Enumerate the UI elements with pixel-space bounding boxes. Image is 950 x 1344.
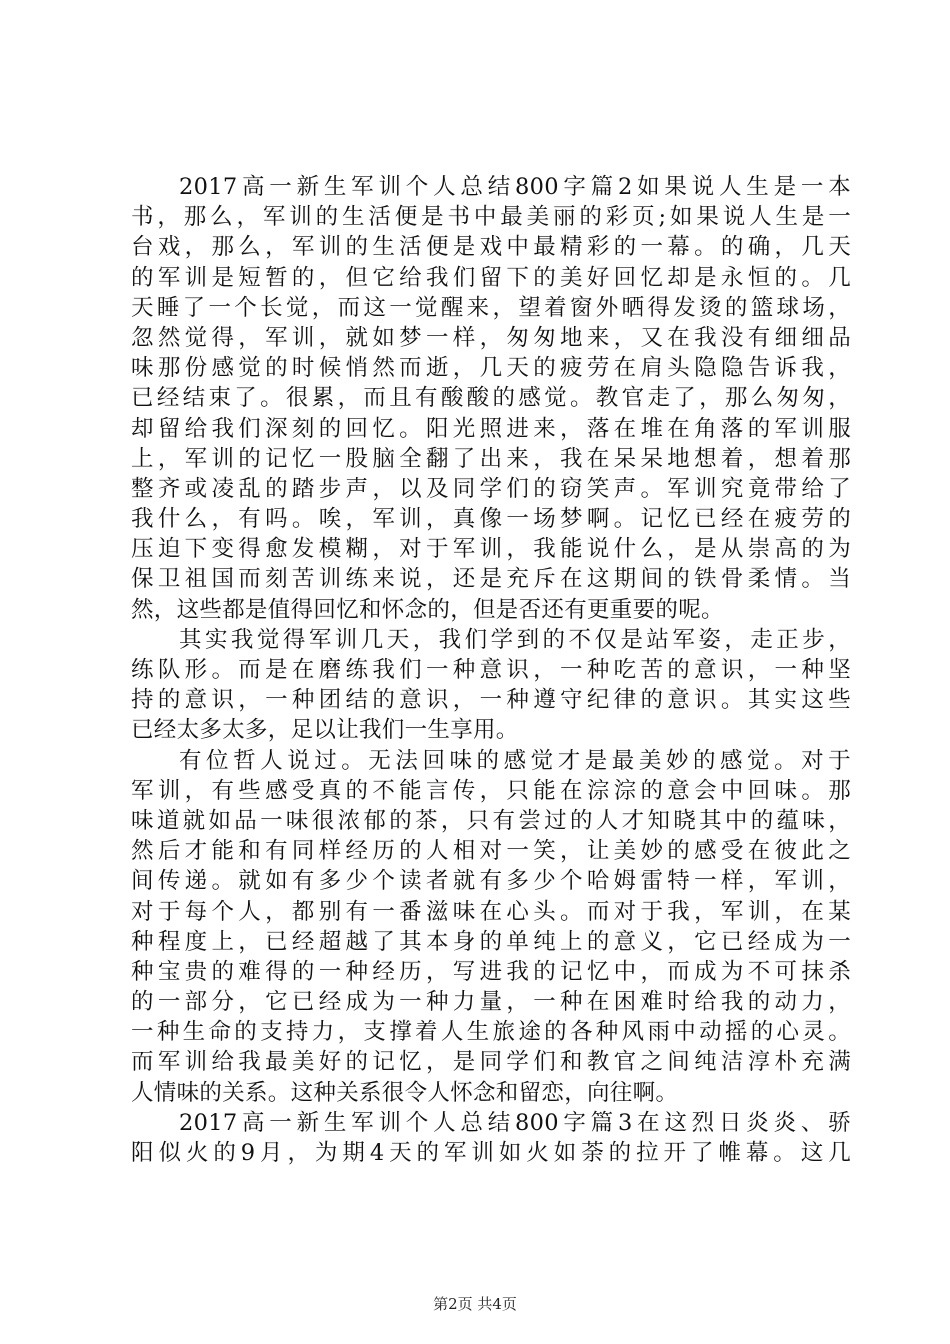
text-line: 2017高一新生军训个人总结800字篇2如果说人生是一本 [179,174,851,200]
text-line: 已经结束了。很累，而且有酸酸的感觉。教官走了，那么匆匆， [131,385,851,412]
text-line: 的军训是短暂的，但它给我们留下的美好回忆却是永恒的。几 [131,264,851,291]
text-line: 其实我觉得军训几天，我们学到的不仅是站军姿，走正步， [179,626,851,653]
text-line: 而军训给我最美好的记忆，是同学们和教官之间纯洁淳朴充满 [131,1049,851,1076]
text-line: 我什么，有吗。唉，军训，真像一场梦啊。记忆已经在疲劳的 [131,506,851,533]
text-line: 有位哲人说过。无法回味的感觉才是最美妙的感觉。对于 [179,747,851,774]
text-line: 味那份感觉的时候悄然而逝，几天的疲劳在肩头隐隐告诉我， [131,355,851,382]
text-line: 台戏，那么，军训的生活便是戏中最精彩的一幕。的确，几天 [131,234,851,261]
text-line: 保卫祖国而刻苦训练来说，还是充斥在这期间的铁骨柔情。当 [131,566,851,593]
text-line: 天睡了一个长觉，而这一觉醒来，望着窗外晒得发烫的篮球场， [131,294,851,321]
text-line: 压迫下变得愈发模糊，对于军训，我能说什么，是从崇高的为 [131,536,851,563]
text-line: 整齐或凌乱的踏步声，以及同学们的窃笑声。军训究竟带给了 [131,475,851,502]
document-body [131,172,851,1168]
text-line: 的一部分，它已经成为一种力量，一种在困难时给我的动力， [131,989,851,1016]
text-line: 种程度上，已经超越了其本身的单纯上的意义，它已经成为一 [131,928,851,955]
text-line: 一种生命的支持力，支撑着人生旅途的各种风雨中动摇的心灵。 [131,1019,851,1046]
text-line: 人情味的关系。这种关系很令人怀念和留恋，向往啊。 [131,1079,679,1106]
text-line: 味道就如品一味很浓郁的茶，只有尝过的人才知晓其中的蕴味， [131,807,851,834]
text-line: 间传递。就如有多少个读者就有多少个哈姆雷特一样，军训， [131,868,851,895]
text-line: 上，军训的记忆一股脑全翻了出来，我在呆呆地想着，想着那 [131,445,851,472]
page-footer: 第2页 共4页 [433,1295,517,1313]
text-line: 种宝贵的难得的一种经历，写进我的记忆中，而成为不可抹杀 [131,958,851,985]
text-line: 2017高一新生军训个人总结800字篇3在这烈日炎炎、骄 [179,1109,851,1136]
text-line: 书，那么，军训的生活便是书中最美丽的彩页;如果说人生是一 [131,204,851,231]
text-line: 阳似火的9月，为期4天的军训如火如荼的拉开了帷幕。这几 [131,1140,851,1166]
text-line: 对于每个人，都别有一番滋味在心头。而对于我，军训，在某 [131,898,851,925]
text-line: 练队形。而是在磨练我们一种意识，一种吃苦的意识，一种坚 [131,657,851,683]
text-line: 持的意识，一种团结的意识，一种遵守纪律的意识。其实这些 [131,687,851,714]
text-line: 已经太多太多，足以让我们一生享用。 [131,717,519,744]
text-line: 然，这些都是值得回忆和怀念的，但是否还有更重要的呢。 [131,596,724,623]
text-line: 然后才能和有同样经历的人相对一笑，让美妙的感受在彼此之 [131,838,851,865]
text-line: 却留给我们深刻的回忆。阳光照进来，落在堆在角落的军训服 [131,415,851,442]
text-line: 军训，有些感受真的不能言传，只能在淙淙的意会中回味。那 [131,777,851,804]
text-line: 忽然觉得，军训，就如梦一样，匆匆地来，又在我没有细细品 [131,324,851,351]
